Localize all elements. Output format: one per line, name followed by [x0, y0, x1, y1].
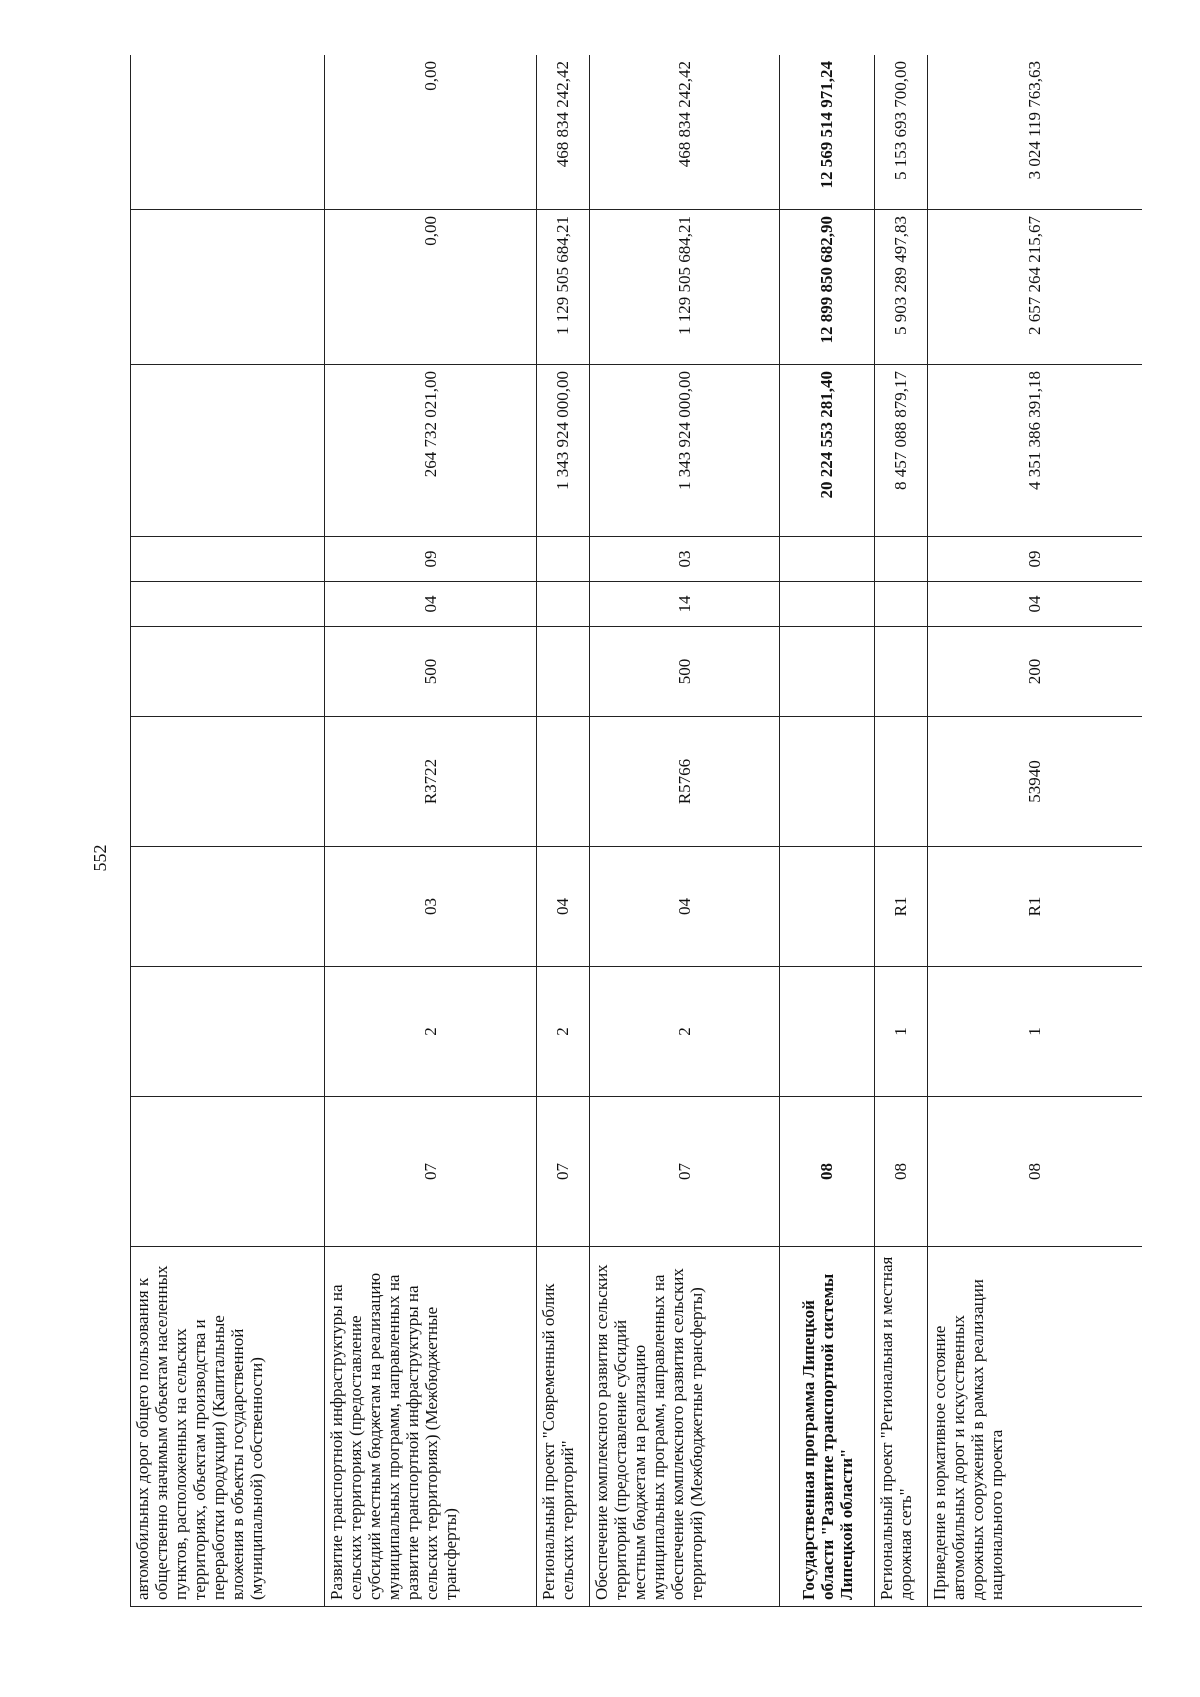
subprogram-code: [780, 967, 875, 1097]
amount-year-1: [131, 365, 325, 537]
row-name: Региональный проект "Региональная и местная дорожная сеть": [875, 1247, 928, 1607]
direction-code: [537, 717, 590, 847]
page-number: 552: [89, 844, 110, 872]
amount-year-3: 5 153 693 700,00: [875, 55, 928, 210]
event-code: 04: [590, 847, 780, 967]
table-row: [131, 55, 325, 1607]
event-code: [780, 847, 875, 967]
direction-code: [131, 717, 325, 847]
amount-year-2: 12 899 850 682,90: [780, 210, 875, 365]
amount-year-2: [131, 210, 325, 365]
expense-type-code: [131, 627, 325, 717]
amount-year-2: 1 129 505 684,21: [537, 210, 590, 365]
subsection-code: [537, 537, 590, 582]
amount-year-1: 264 732 021,00: [325, 365, 537, 537]
program-code: [131, 1097, 325, 1247]
expense-type-code: 500: [590, 627, 780, 717]
row-name: Развитие транспортной инфраструктуры на сельских территориях (предоставление субсидий местным бюджетам на реализацию муниципальных программ, направленных на развитие транспортной инфраструктуры на сельских территориях) (Межбюджетные трансферты): [325, 1247, 537, 1607]
section-code: 14: [590, 582, 780, 627]
direction-code: [780, 717, 875, 847]
subsection-code: [131, 537, 325, 582]
amount-year-3: 12 569 514 971,24: [780, 55, 875, 210]
table-row: [537, 55, 590, 1607]
subprogram-code: 2: [325, 967, 537, 1097]
table-row: [590, 55, 780, 1607]
subsection-code: 09: [928, 537, 1143, 582]
amount-year-3: 0,00: [325, 55, 537, 210]
subprogram-code: 1: [875, 967, 928, 1097]
program-code: 08: [875, 1097, 928, 1247]
row-name: Государственная программа Липецкой области "Развитие транспортной системы Липецкой области": [780, 1247, 875, 1607]
expense-type-code: 200: [928, 627, 1143, 717]
event-code: 03: [325, 847, 537, 967]
amount-year-2: 0,00: [325, 210, 537, 365]
subprogram-code: 2: [537, 967, 590, 1097]
amount-year-1: 1 343 924 000,00: [537, 365, 590, 537]
program-code: 08: [928, 1097, 1143, 1247]
direction-code: R5766: [590, 717, 780, 847]
row-name: Региональный проект "Современный облик сельских территорий": [537, 1247, 590, 1607]
amount-year-3: 468 834 242,42: [537, 55, 590, 210]
subprogram-code: [131, 967, 325, 1097]
expense-type-code: [875, 627, 928, 717]
amount-year-2: 1 129 505 684,21: [590, 210, 780, 365]
table-row: [928, 55, 1143, 1607]
amount-year-3: [131, 55, 325, 210]
program-code: 07: [325, 1097, 537, 1247]
amount-year-1: 1 343 924 000,00: [590, 365, 780, 537]
event-code: [131, 847, 325, 967]
subprogram-code: 2: [590, 967, 780, 1097]
subsection-code: [875, 537, 928, 582]
section-code: 04: [928, 582, 1143, 627]
table-row: [875, 55, 928, 1607]
amount-year-1: 4 351 386 391,18: [928, 365, 1143, 537]
table-row: [325, 55, 537, 1607]
amount-year-2: 5 903 289 497,83: [875, 210, 928, 365]
amount-year-1: 8 457 088 879,17: [875, 365, 928, 537]
subsection-code: [780, 537, 875, 582]
budget-table-frame: [130, 55, 1142, 1607]
section-code: [875, 582, 928, 627]
direction-code: [875, 717, 928, 847]
expense-type-code: 500: [325, 627, 537, 717]
program-code: 07: [590, 1097, 780, 1247]
section-code: [537, 582, 590, 627]
row-name: автомобильных дорог общего пользования к общественно значимым объектам населенных пунктов, расположенных на сельских территориях, объектам производства и переработки продукции) (Капитальные вложения в объекты государственной (муниципальной) собственности): [131, 1247, 325, 1607]
expense-type-code: [780, 627, 875, 717]
amount-year-1: 20 224 553 281,40: [780, 365, 875, 537]
expense-type-code: [537, 627, 590, 717]
direction-code: 53940: [928, 717, 1143, 847]
row-name: Обеспечение комплексного развития сельских территорий (предоставление субсидий местным бюджетам на реализацию муниципальных программ, направленных на обеспечение комплексного развития сельских территорий) (Межбюджетные трансферты): [590, 1247, 780, 1607]
amount-year-3: 468 834 242,42: [590, 55, 780, 210]
row-name: Приведение в нормативное состояние автомобильных дорог и искусственных дорожных сооружений в рамках реализации национального проекта: [928, 1247, 1143, 1607]
subprogram-code: 1: [928, 967, 1143, 1097]
section-code: [780, 582, 875, 627]
table-row: [780, 55, 875, 1607]
program-code: 08: [780, 1097, 875, 1247]
program-code: 07: [537, 1097, 590, 1247]
event-code: R1: [875, 847, 928, 967]
amount-year-2: 2 657 264 215,67: [928, 210, 1143, 365]
section-code: 04: [325, 582, 537, 627]
section-code: [131, 582, 325, 627]
event-code: R1: [928, 847, 1143, 967]
amount-year-3: 3 024 119 763,63: [928, 55, 1143, 210]
subsection-code: 03: [590, 537, 780, 582]
subsection-code: 09: [325, 537, 537, 582]
budget-table: [130, 55, 1142, 1607]
event-code: 04: [537, 847, 590, 967]
direction-code: R3722: [325, 717, 537, 847]
